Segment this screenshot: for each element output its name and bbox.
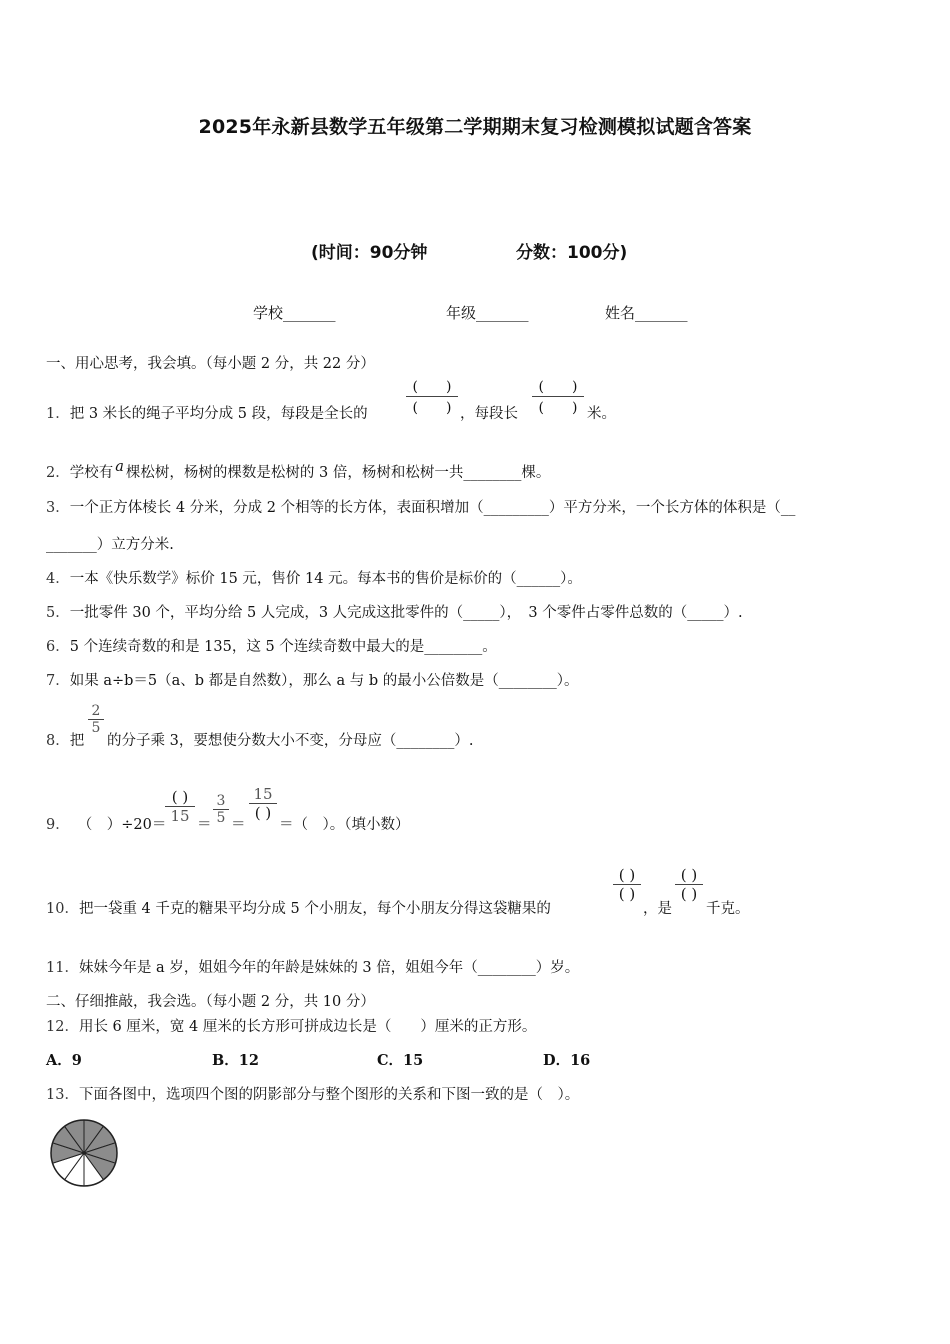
q10-fraction-1: ( ) ( ) (613, 866, 641, 903)
question-7: 7．如果 a÷b＝5（a、b 都是自然数），那么 a 与 b 的最小公倍数是（________）。 (46, 673, 579, 689)
circle-sector-figure (48, 1118, 122, 1188)
question-5: 5．一批零件 30 个，平均分给 5 人完成，3 人完成这批零件的（_____）， 3 个零件占零件总数的（_____）. (46, 605, 743, 621)
question-3-continued: _______）立方分米. (46, 537, 174, 553)
q10-fraction-2: ( ) ( ) (675, 866, 703, 903)
question-3: 3．一个正方体棱长 4 分米，分成 2 个相等的长方体，表面积增加（_________）平方分米，一个长方体的体积是（__ (46, 500, 796, 516)
school-field: 学校_______ (253, 304, 336, 322)
option-d[interactable]: D．16 (543, 1052, 591, 1069)
exam-score: 分数：100分) (516, 243, 628, 263)
exam-time: (时间：90分钟 (311, 243, 428, 263)
q8-text: 的分子乘 3，要想使分数大小不变，分母应（________）. (107, 733, 474, 749)
question-9: 9． （ ）÷20＝ (46, 817, 167, 833)
section-heading-2: 二、仔细推敲，我会选。（每小题 2 分，共 10 分） (46, 994, 375, 1010)
grade-field: 年级_______ (446, 304, 529, 322)
question-6: 6．5 个连续奇数的和是 135，这 5 个连续奇数中最大的是________。 (46, 639, 497, 655)
q9-equals-1: ＝ (197, 817, 212, 833)
q10-middle-text: ，是 (643, 901, 672, 917)
option-c[interactable]: C．15 (377, 1052, 424, 1069)
q9-fraction-2: 3 5 (213, 793, 229, 826)
question-4: 4．一本《快乐数学》标价 15 元，售价 14 元。每本书的售价是标价的（______）。 (46, 571, 582, 587)
question-2: 2．学校有 a 棵松树，杨树的棵数是松树的 3 倍，杨树和松树一共________棵。 (46, 459, 551, 481)
q1-end-text: 米。 (587, 406, 616, 422)
q1-fraction-1: ( ) ( ) (406, 376, 458, 417)
q8-fraction: 2 5 (88, 703, 104, 736)
q10-end-text: 千克。 (706, 901, 750, 917)
page-title: 2025年永新县数学五年级第二学期期末复习检测模拟试题含答案 (198, 116, 752, 138)
q9-end-text: ＝（ ）。（填小数） (279, 817, 410, 833)
q1-fraction-2: ( ) ( ) (532, 376, 584, 417)
question-13: 13．下面各图中，选项四个图的阴影部分与整个图形的关系和下图一致的是（ ）。 (46, 1087, 580, 1103)
option-a[interactable]: A．9 (46, 1052, 82, 1069)
question-12: 12．用长 6 厘米，宽 4 厘米的长方形可拼成边长是（ ）厘米的正方形。 (46, 1019, 537, 1035)
question-11: 11．妹妹今年是 a 岁，姐姐今年的年龄是妹妹的 3 倍，姐姐今年（________）岁。 (46, 960, 580, 976)
name-field: 姓名_______ (605, 304, 688, 322)
option-b[interactable]: B．12 (212, 1052, 259, 1069)
variable-a: a (115, 459, 124, 475)
q1-middle-text: ，每段长 (460, 406, 518, 422)
q9-equals-2: ＝ (231, 817, 246, 833)
q9-fraction-1: ( ) 15 (165, 788, 195, 825)
question-1: 1．把 3 米长的绳子平均分成 5 段，每段是全长的 (46, 406, 368, 422)
question-8: 8．把 (46, 733, 85, 749)
q9-fraction-3: 15 ( ) (249, 785, 277, 822)
question-10: 10．把一袋重 4 千克的糖果平均分成 5 个小朋友，每个小朋友分得这袋糖果的 (46, 901, 551, 917)
section-heading-1: 一、用心思考，我会填。（每小题 2 分，共 22 分） (46, 356, 375, 372)
